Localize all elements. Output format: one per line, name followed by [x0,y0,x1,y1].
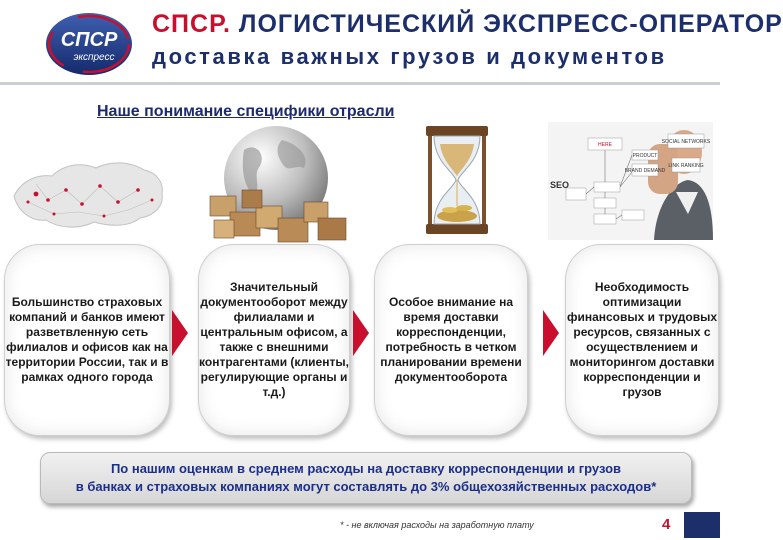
header-divider [0,82,720,85]
arrow-right-icon [543,310,559,356]
diagram-label-seo: SEO [550,180,570,190]
footnote: * - не включая расходы на заработную плату [340,520,534,530]
company-title [152,10,783,39]
banner-line-2: в банках и страховых компаниях могут составлять до 3% общехозяйственных расходов* [75,479,657,494]
page-number: 4 [662,516,671,533]
card-text: Значительный документооборот между филиалами и центральным офисом, а также с внешними контрагентами (клиенты, регулирующие органы и т.д.) [199,280,349,399]
info-card-branches [4,244,170,436]
title-rest: ЛОГИСТИЧЕСКИЙ ЭКСПРЕСС-ОПЕРАТОР [238,10,783,38]
title-brand: СПСР. [152,10,231,38]
info-card-document-flow [198,244,350,436]
arrow-right-icon [172,310,188,356]
cost-estimate-banner [40,452,692,504]
globe-parcels-image [200,120,350,250]
slide-subtitle: Наше понимание специфики отрасли [97,103,395,120]
hourglass-coins-image [412,120,502,240]
arrow-right-icon [353,310,369,356]
card-text: Необходимость оптимизации финансовых и трудовых ресурсов, связанных с осуществлением и мониторингом доставки корреспонденции и грузов [566,280,718,399]
russia-map-image [8,150,168,242]
diagram-label-social: SOCIAL NETWORKS [661,139,711,145]
corner-accent-bar [684,512,720,538]
company-tagline: доставка важных грузов и документов [152,44,667,69]
card-text: Особое внимание на время доставки корреспонденции, потребность в четком планировании времени документооборота [380,295,522,384]
info-card-delivery-time [374,244,528,436]
diagram-label-link: LINK RANKING [668,163,704,169]
banner-line-1: По нашим оценкам в среднем расходы на доставку корреспонденции и грузов [110,461,622,476]
logo-text-bottom: экспресс [73,52,115,63]
diagram-label-here: HERE [598,142,612,148]
diagram-label-brand: BRAND DEMAND [624,168,666,174]
diagram-label-product: PRODUCT [632,153,658,159]
card-text: Большинство страховых компаний и банков имеют разветвленную сеть филиалов и офисов как на территории России, так и в рамках одного города [5,295,169,384]
spsr-logo [44,11,134,77]
logo-text-top: СПСР [60,29,118,51]
business-diagram-image [548,122,713,240]
info-card-optimization [565,244,719,436]
